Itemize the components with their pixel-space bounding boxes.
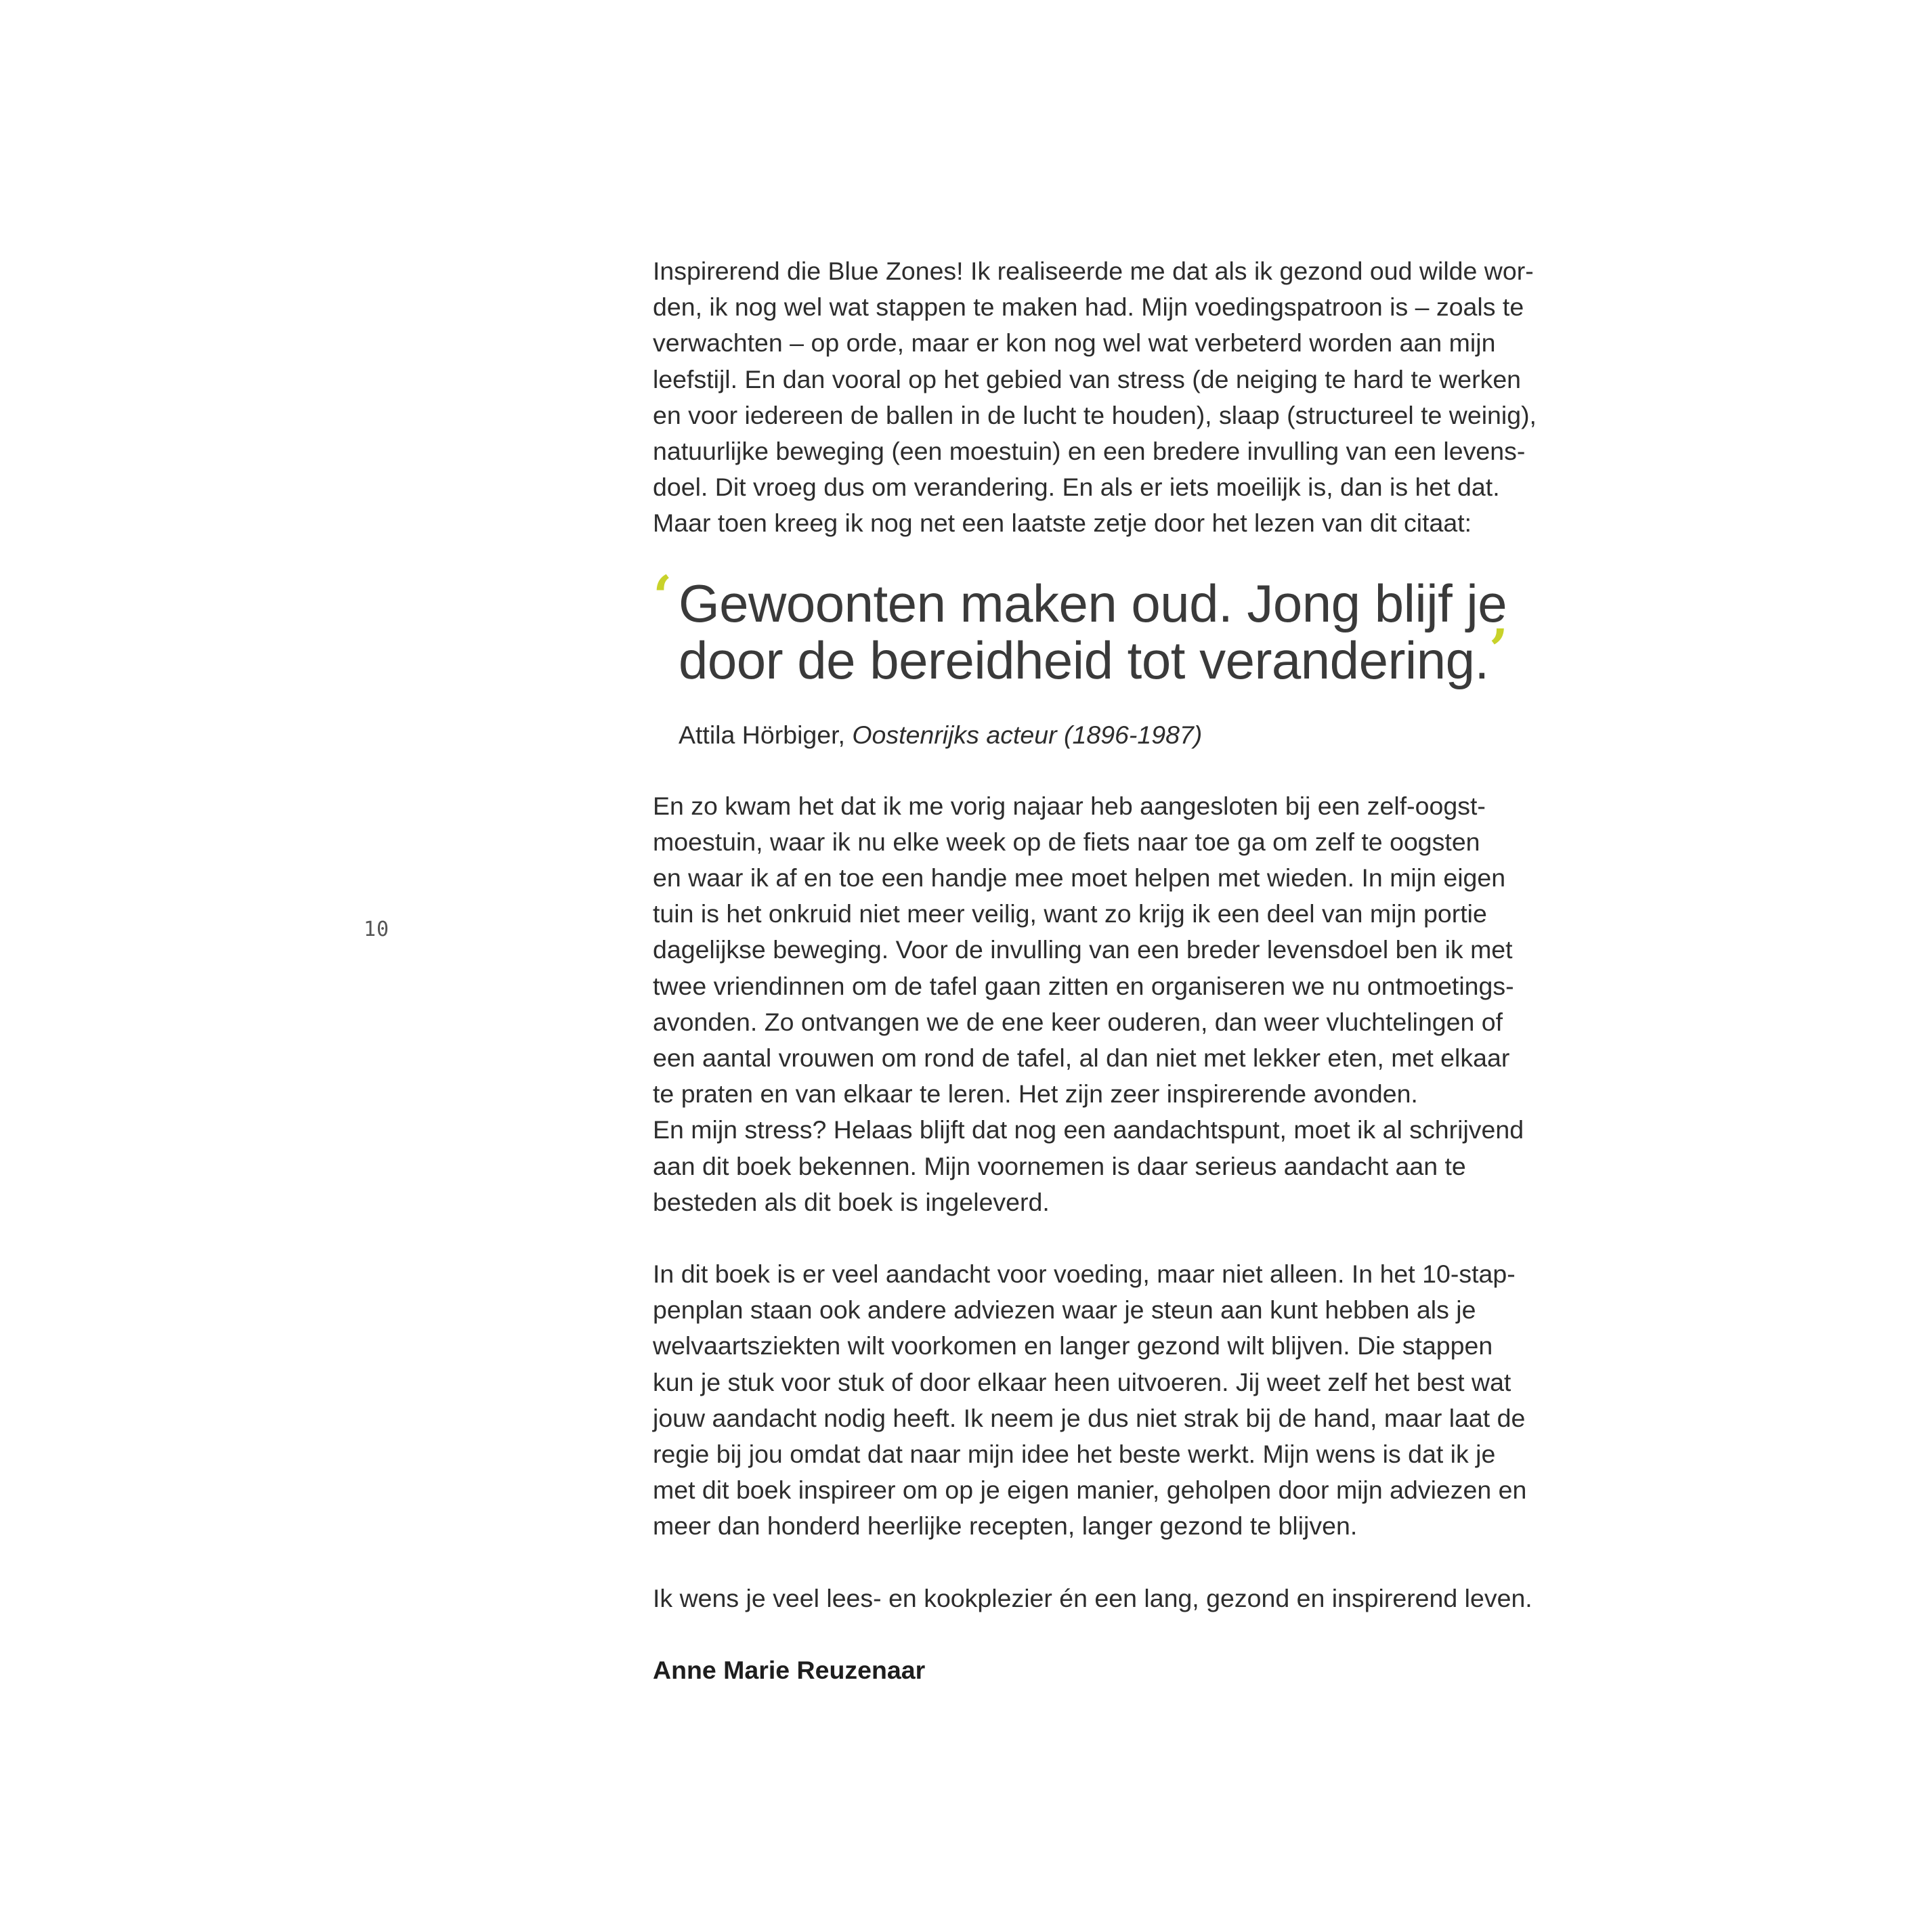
text-line: moestuin, waar ik nu elke week op de fiets naar toe ga om zelf te oogsten	[653, 827, 1480, 856]
quote-line-1: Gewoonten maken oud. Jong blijf je	[679, 573, 1507, 633]
quote-line-2	[679, 617, 1547, 690]
text-line: In dit boek is er veel aandacht voor voeding, maar niet alleen. In het 10-stap-	[653, 1260, 1516, 1289]
body-paragraph-2	[653, 788, 1547, 1220]
text-line: dagelijkse beweging. Voor de invulling van een breder levensdoel ben ik met	[653, 935, 1513, 964]
text-line: meer dan honderd heerlijke recepten, langer gezond te blijven.	[653, 1511, 1358, 1541]
text-line: Inspirerend die Blue Zones! Ik realiseerde me dat als ik gezond oud wilde wor-	[653, 257, 1534, 285]
text-line: welvaartsziekten wilt voorkomen en langer gezond wilt blijven. Die stappen	[653, 1331, 1493, 1360]
open-quote-mark-icon: ‘	[653, 563, 672, 629]
text-line: te praten en van elkaar te leren. Het zijn zeer inspirerende avonden.	[653, 1079, 1418, 1109]
text-line: En zo kwam het dat ik me vorig najaar heb aangesloten bij een zelf-oogst-	[653, 791, 1486, 820]
text-line: een aantal vrouwen om rond de tafel, al dan niet met lekker eten, met elkaar	[653, 1044, 1510, 1073]
text-line: En mijn stress? Helaas blijft dat nog een aandachtspunt, moet ik al schrijvend	[653, 1115, 1524, 1144]
signature: Anne Marie Reuzenaar	[653, 1655, 926, 1684]
closing-paragraph	[653, 1581, 1547, 1616]
quote-author: Attila Hörbiger,	[679, 720, 845, 749]
text-line: jouw aandacht nodig heeft. Ik neem je dus niet strak bij de hand, maar laat de	[653, 1403, 1526, 1432]
text-line: Ik wens je veel lees- en kookplezier én een lang, gezond en inspirerend leven.	[653, 1583, 1532, 1612]
body-paragraph-3	[653, 1256, 1547, 1545]
text-line: doel. Dit vroeg dus om verandering. En als er iets moeilijk is, dan is het dat.	[653, 473, 1500, 502]
text-column	[653, 253, 1547, 1688]
text-line: twee vriendinnen om de tafel gaan zitten en organiseren we nu ontmoetings-	[653, 971, 1514, 1000]
intro-paragraph	[653, 253, 1547, 542]
text-line: natuurlijke beweging (een moestuin) en een bredere invulling van een levens-	[653, 437, 1526, 466]
text-line: besteden als dit boek is ingeleverd.	[653, 1187, 1050, 1216]
text-line: en voor iedereen de ballen in de lucht te houden), slaap (structureel te weinig),	[653, 400, 1537, 429]
text-line: Maar toen kreeg ik nog net een laatste zetje door het lezen van dit citaat:	[653, 509, 1472, 538]
page-number: 10	[364, 918, 390, 941]
pull-quote	[653, 563, 1547, 753]
text-line: penplan staan ook andere adviezen waar je steun aan kunt hebben als je	[653, 1295, 1476, 1325]
text-line: regie bij jou omdat dat naar mijn idee het beste werkt. Mijn wens is dat ik je	[653, 1440, 1496, 1469]
quote-line-2-text: door de bereidheid tot verandering.	[679, 630, 1489, 690]
quote-attribution	[679, 717, 1547, 753]
text-line: en waar ik af en toe een handje mee moet helpen met wieden. In mijn eigen	[653, 863, 1506, 893]
text-line: kun je stuk voor stuk of door elkaar heen uitvoeren. Jij weet zelf het best wat	[653, 1367, 1511, 1396]
text-line: den, ik nog wel wat stappen te maken had. Mijn voedingspatroon is – zoals te	[653, 293, 1524, 322]
text-line: avonden. Zo ontvangen we de ene keer ouderen, dan weer vluchtelingen of	[653, 1007, 1503, 1036]
text-line: aan dit boek bekennen. Mijn voornemen is daar serieus aandacht aan te	[653, 1151, 1466, 1180]
text-line: tuin is het onkruid niet meer veilig, want zo krijg ik een deel van mijn portie	[653, 899, 1487, 928]
text-line: verwachten – op orde, maar er kon nog wel wat verbeterd worden aan mijn	[653, 328, 1496, 358]
text-line: met dit boek inspireer om op je eigen manier, geholpen door mijn adviezen en	[653, 1476, 1527, 1505]
quote-author-role: Oostenrijks acteur (1896-1987)	[852, 720, 1203, 749]
close-quote-mark-icon: ’	[1488, 617, 1508, 683]
text-line: leefstijl. En dan vooral op het gebied van stress (de neiging te hard te werken	[653, 364, 1522, 393]
